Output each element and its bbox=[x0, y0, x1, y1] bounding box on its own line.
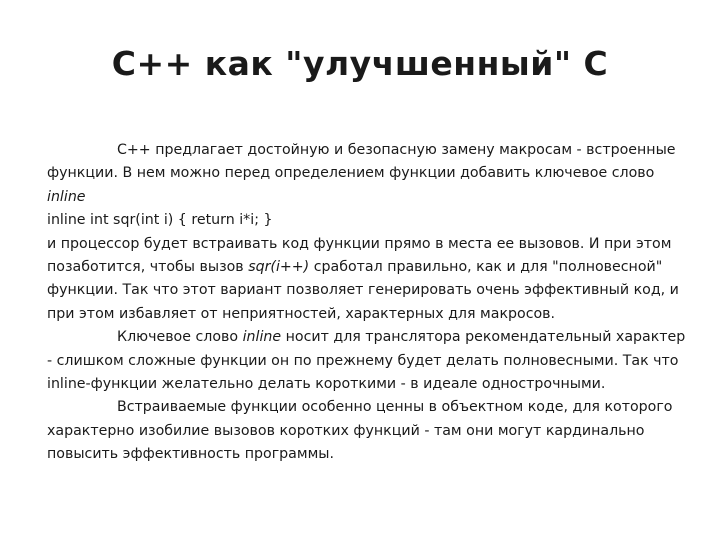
paragraph-text: С++ предлагает достойную и безопасную замену макросам - встроенные функции. В нем можно перед определением функции добавить ключевое слово bbox=[47, 142, 676, 182]
keyword-inline: inline bbox=[242, 329, 282, 346]
slide-title: С++ как "улучшенный" С bbox=[111, 44, 609, 83]
paragraph-inline-calls bbox=[47, 233, 687, 327]
paragraph-text: носит для транслятора рекомендательный характер - слишком сложные функции он по прежнему будет делать полновесными. Так что inline-функции желательно делать короткими - в идеале однострочными. bbox=[47, 329, 686, 393]
slide-body bbox=[47, 139, 687, 467]
keyword-inline: inline bbox=[47, 188, 86, 205]
code-call-sqr: sqr(i++) bbox=[248, 259, 310, 276]
paragraph-inline-intro bbox=[47, 139, 687, 209]
paragraph-text: сработал правильно, как и для "полновесной" функции. Так что этот вариант позволяет генерировать очень эффективный код, и при этом избавляет от неприятностей, характерных для макросов. bbox=[47, 259, 679, 322]
paragraph-text: и процессор будет встраивать код функции прямо в места ее вызовов. И при этом позаботится, чтобы вызов bbox=[47, 235, 672, 276]
paragraph-text: Ключевое слово bbox=[117, 329, 243, 346]
code-line: inline int sqr(int i) { return i*i; } bbox=[47, 212, 273, 229]
paragraph-inline-keyword bbox=[47, 326, 687, 396]
paragraph-object-code: Встраиваемые функции особенно ценны в объектном коде, для которого характерно изобилие вызовов коротких функций - там они могут кардинально повысить эффективность программы. bbox=[47, 399, 673, 463]
